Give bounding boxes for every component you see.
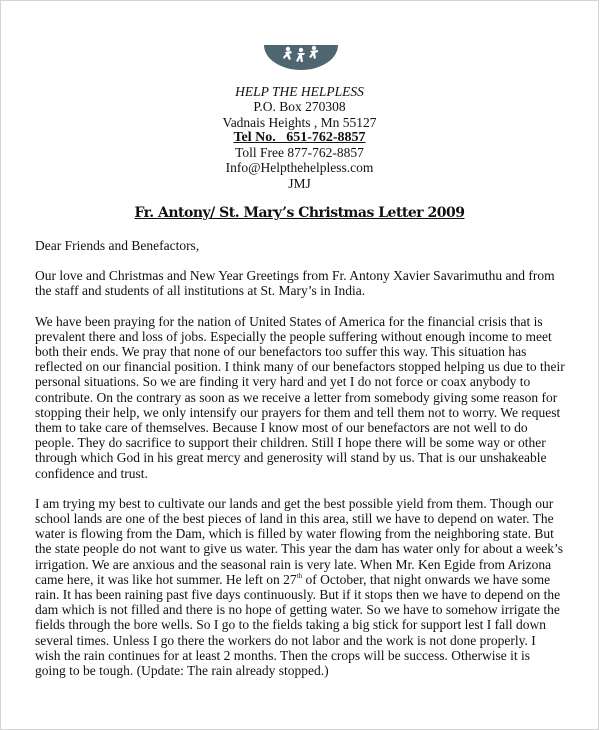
paragraph-greetings [35,268,575,298]
text-line: through which God in his great mercy and generosity will stand by us. That is our unshakeable [35,450,547,466]
text-line: dam which is not filled and there is no hope of getting water. So we have to somehow irrigate the [35,602,560,618]
text-line: confidence and trust. [35,465,148,481]
children-figures-icon [264,45,338,70]
text-line: them to take care of themselves. Because I know most of our benefactors are not well to do [35,420,528,436]
text-line: irrigation. We are anxious and the seasonal rain is very late. When Mr. Ken Egide from Arizona [35,556,552,572]
letterhead [1,84,598,191]
text-line: stopping their help, we only intensify our prayers for them and tell them not to worry. We request [35,404,561,420]
text-line: prevalent there and loss of jobs. Especially the people suffering without enough income to meet [35,328,552,344]
paragraph-prayers [35,314,575,481]
text-line: Our love and Christmas and New Year Greetings from Fr. Antony Xavier Savarimuthu and from [35,268,555,284]
text-line: personal situations. So we are finding it very hard and yet I do not force or coax anybody to [35,374,531,390]
text-line: rain. It has been raining past five days continuously. But if it stops then we have to depend on the [35,587,561,603]
text-fragment: of October, that night onwards we have some [302,571,551,587]
toll-free-number: Toll Free 877-762-8857 [235,145,364,161]
letter-title: Fr. Antony/ St. Mary’s Christmas Letter 2009 [134,205,465,221]
ordinal-suffix: th [296,571,303,580]
text-line: I am trying my best to cultivate our lands and get the best possible yield from them. Though our [35,495,554,511]
text-line: wish the rain continues for at least 2 months. Then the crops will be success. Otherwise it is [35,647,531,663]
text-line: We have been praying for the nation of United States of America for the financial crisis that is [35,313,543,329]
text-line: fields through the bore wells. So I go to the fields taking a big stick for support lest I fall down [35,617,547,633]
text-line: water is flowing from the Dam, which is filled by water flowing from the neighboring state. But [35,526,554,542]
text-line: several times. Unless I go there the workers do not labor and the work is not done properly. I [35,632,536,648]
text-line: reflected on our financial position. I think many of our benefactors stopped helping us due to their [35,359,565,375]
text-fragment: came here, it was like hot summer. He left on 27 [35,571,297,587]
text-line: the state people do not want to give us water. This year the dam has water only for about a week’s [35,541,563,557]
text-line: the staff and students of all institutions at St. Mary’s in India. [35,283,366,299]
letter-body [35,238,575,693]
city-address: Vadnais Heights , Mn 55127 [222,114,377,130]
org-name: HELP THE HELPLESS [235,84,364,99]
text-line: going to be tough. (Update: The rain already stopped.) [35,663,329,679]
salutation [35,238,575,253]
text-line [35,572,575,587]
text-line: school lands are one of the best pieces of land in this area, still we have to depend on water. The [35,511,554,527]
email-address: Info@Helpthehelpless.com [225,160,374,176]
telephone: Tel No. 651-762-8857 [233,129,366,145]
text-line: people. They do sacrifice to support their children. Still I hope there will be some way or other [35,435,546,451]
jmj-text: JMJ [288,175,311,191]
po-box: P.O. Box 270308 [253,99,346,115]
paragraph-lands [35,496,575,678]
text-line: contribute. On the contrary as soon as we receive a letter from somebody giving some reason for [35,389,558,405]
text-line: both their ends. We pray that none of our benefactors too suffer this way. This situation has [35,344,527,360]
salutation-text: Dear Friends and Benefactors, [35,238,200,253]
children-logo-icon [264,45,338,70]
